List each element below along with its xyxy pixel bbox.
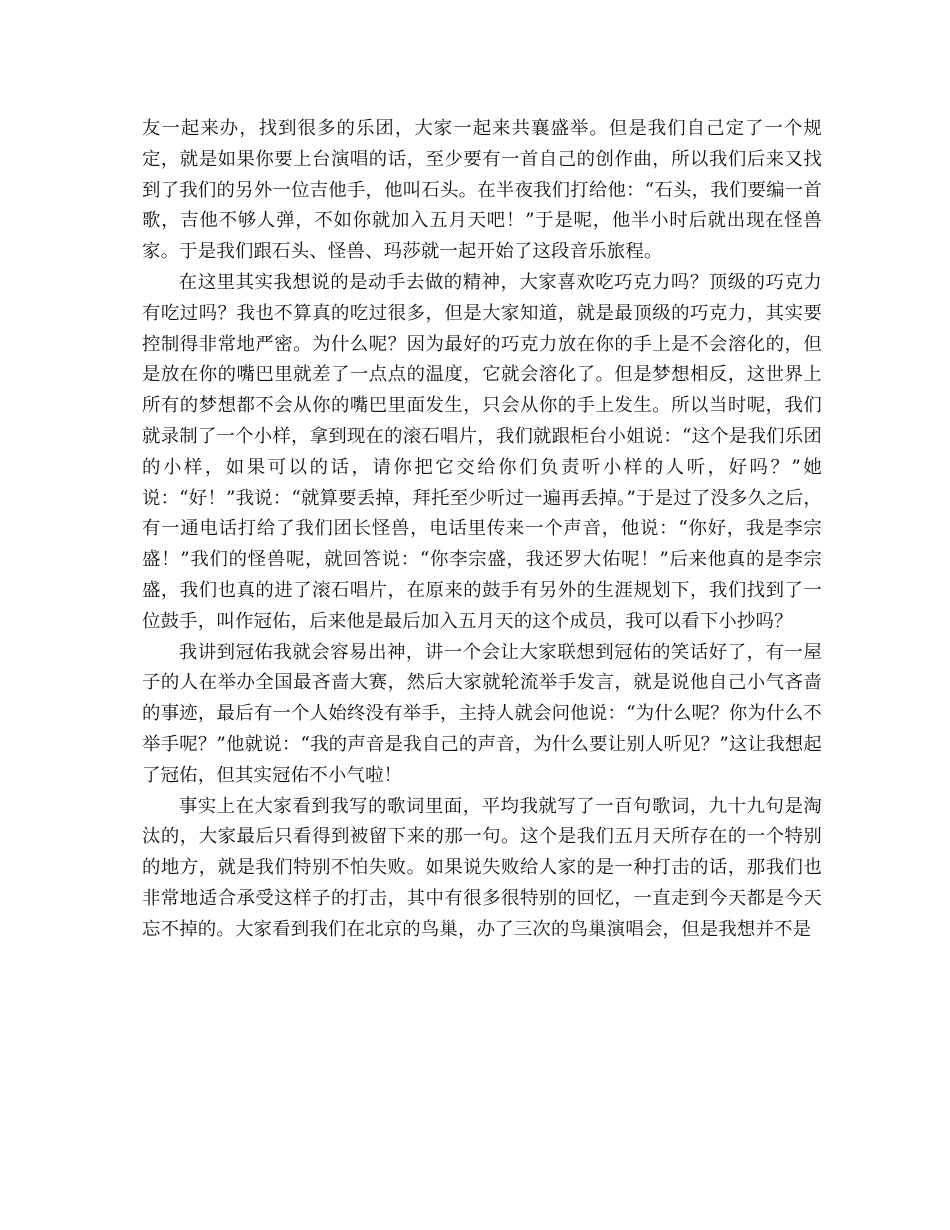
document-body	[142, 114, 822, 946]
paragraph-3: 我讲到冠佑我就会容易出神，讲一个会让大家联想到冠佑的笑话好了，有一屋子的人在举办全国最吝啬大赛，然后大家就轮流举手发言，就是说他自己小气吝啬的事迹，最后有一个人始终没有举手，主持人就会问他说：“为什么呢？你为什么不举手呢？”他就说：“我的声音是我自己的声音，为什么要让别人听见？”这让我想起了冠佑，但其实冠佑不小气啦！	[142, 641, 822, 786]
paragraph-1: 友一起来办，找到很多的乐团，大家一起来共襄盛举。但是我们自己定了一个规定，就是如果你要上台演唱的话，至少要有一首自己的创作曲，所以我们后来又找到了我们的另外一位吉他手，他叫石头。在半夜我们打给他：“石头，我们要编一首歌，吉他不够人弹，不如你就加入五月天吧！”于是呢，他半小时后就出现在怪兽家。于是我们跟石头、怪兽、玛莎就一起开始了这段音乐旅程。	[142, 118, 822, 263]
paragraph-4: 事实上在大家看到我写的歌词里面，平均我就写了一百句歌词，九十九句是淘汰的，大家最后只看得到被留下来的那一句。这个是我们五月天所存在的一个特别的地方，就是我们特别不怕失败。如果说失败给人家的是一种打击的话，那我们也非常地适合承受这样子的打击，其中有很多很特别的回忆，一直走到今天都是今天忘不掉的。大家看到我们在北京的鸟巢，办了三次的鸟巢演唱会，但是我想并不是	[142, 795, 822, 940]
paragraph-2: 在这里其实我想说的是动手去做的精神，大家喜欢吃巧克力吗？顶级的巧克力有吃过吗？我也不算真的吃过很多，但是大家知道，就是最顶级的巧克力，其实要控制得非常地严密。为什么呢？因为最好的巧克力放在你的手上是不会溶化的，但是放在你的嘴巴里就差了一点点的温度，它就会溶化了。但是梦想相反，这世界上所有的梦想都不会从你的嘴巴里面发生，只会从你的手上发生。所以当时呢，我们就录制了一个小样，拿到现在的滚石唱片，我们就跟柜台小姐说：“这个是我们乐团的小样，如果可以的话，请你把它交给你们负责听小样的人听，好吗？”她说：“好！”我说：“就算要丢掉，拜托至少听过一遍再丢掉。”于是过了没多久之后，有一通电话打给了我们团长怪兽，电话里传来一个声音，他说：“你好，我是李宗盛！”我们的怪兽呢，就回答说：“你李宗盛，我还罗大佑呢！”后来他真的是李宗盛，我们也真的进了滚石唱片，在原来的鼓手有另外的生涯规划下，我们找到了一位鼓手，叫作冠佑，后来他是最后加入五月天的这个成员，我可以看下小抄吗？	[142, 271, 822, 632]
